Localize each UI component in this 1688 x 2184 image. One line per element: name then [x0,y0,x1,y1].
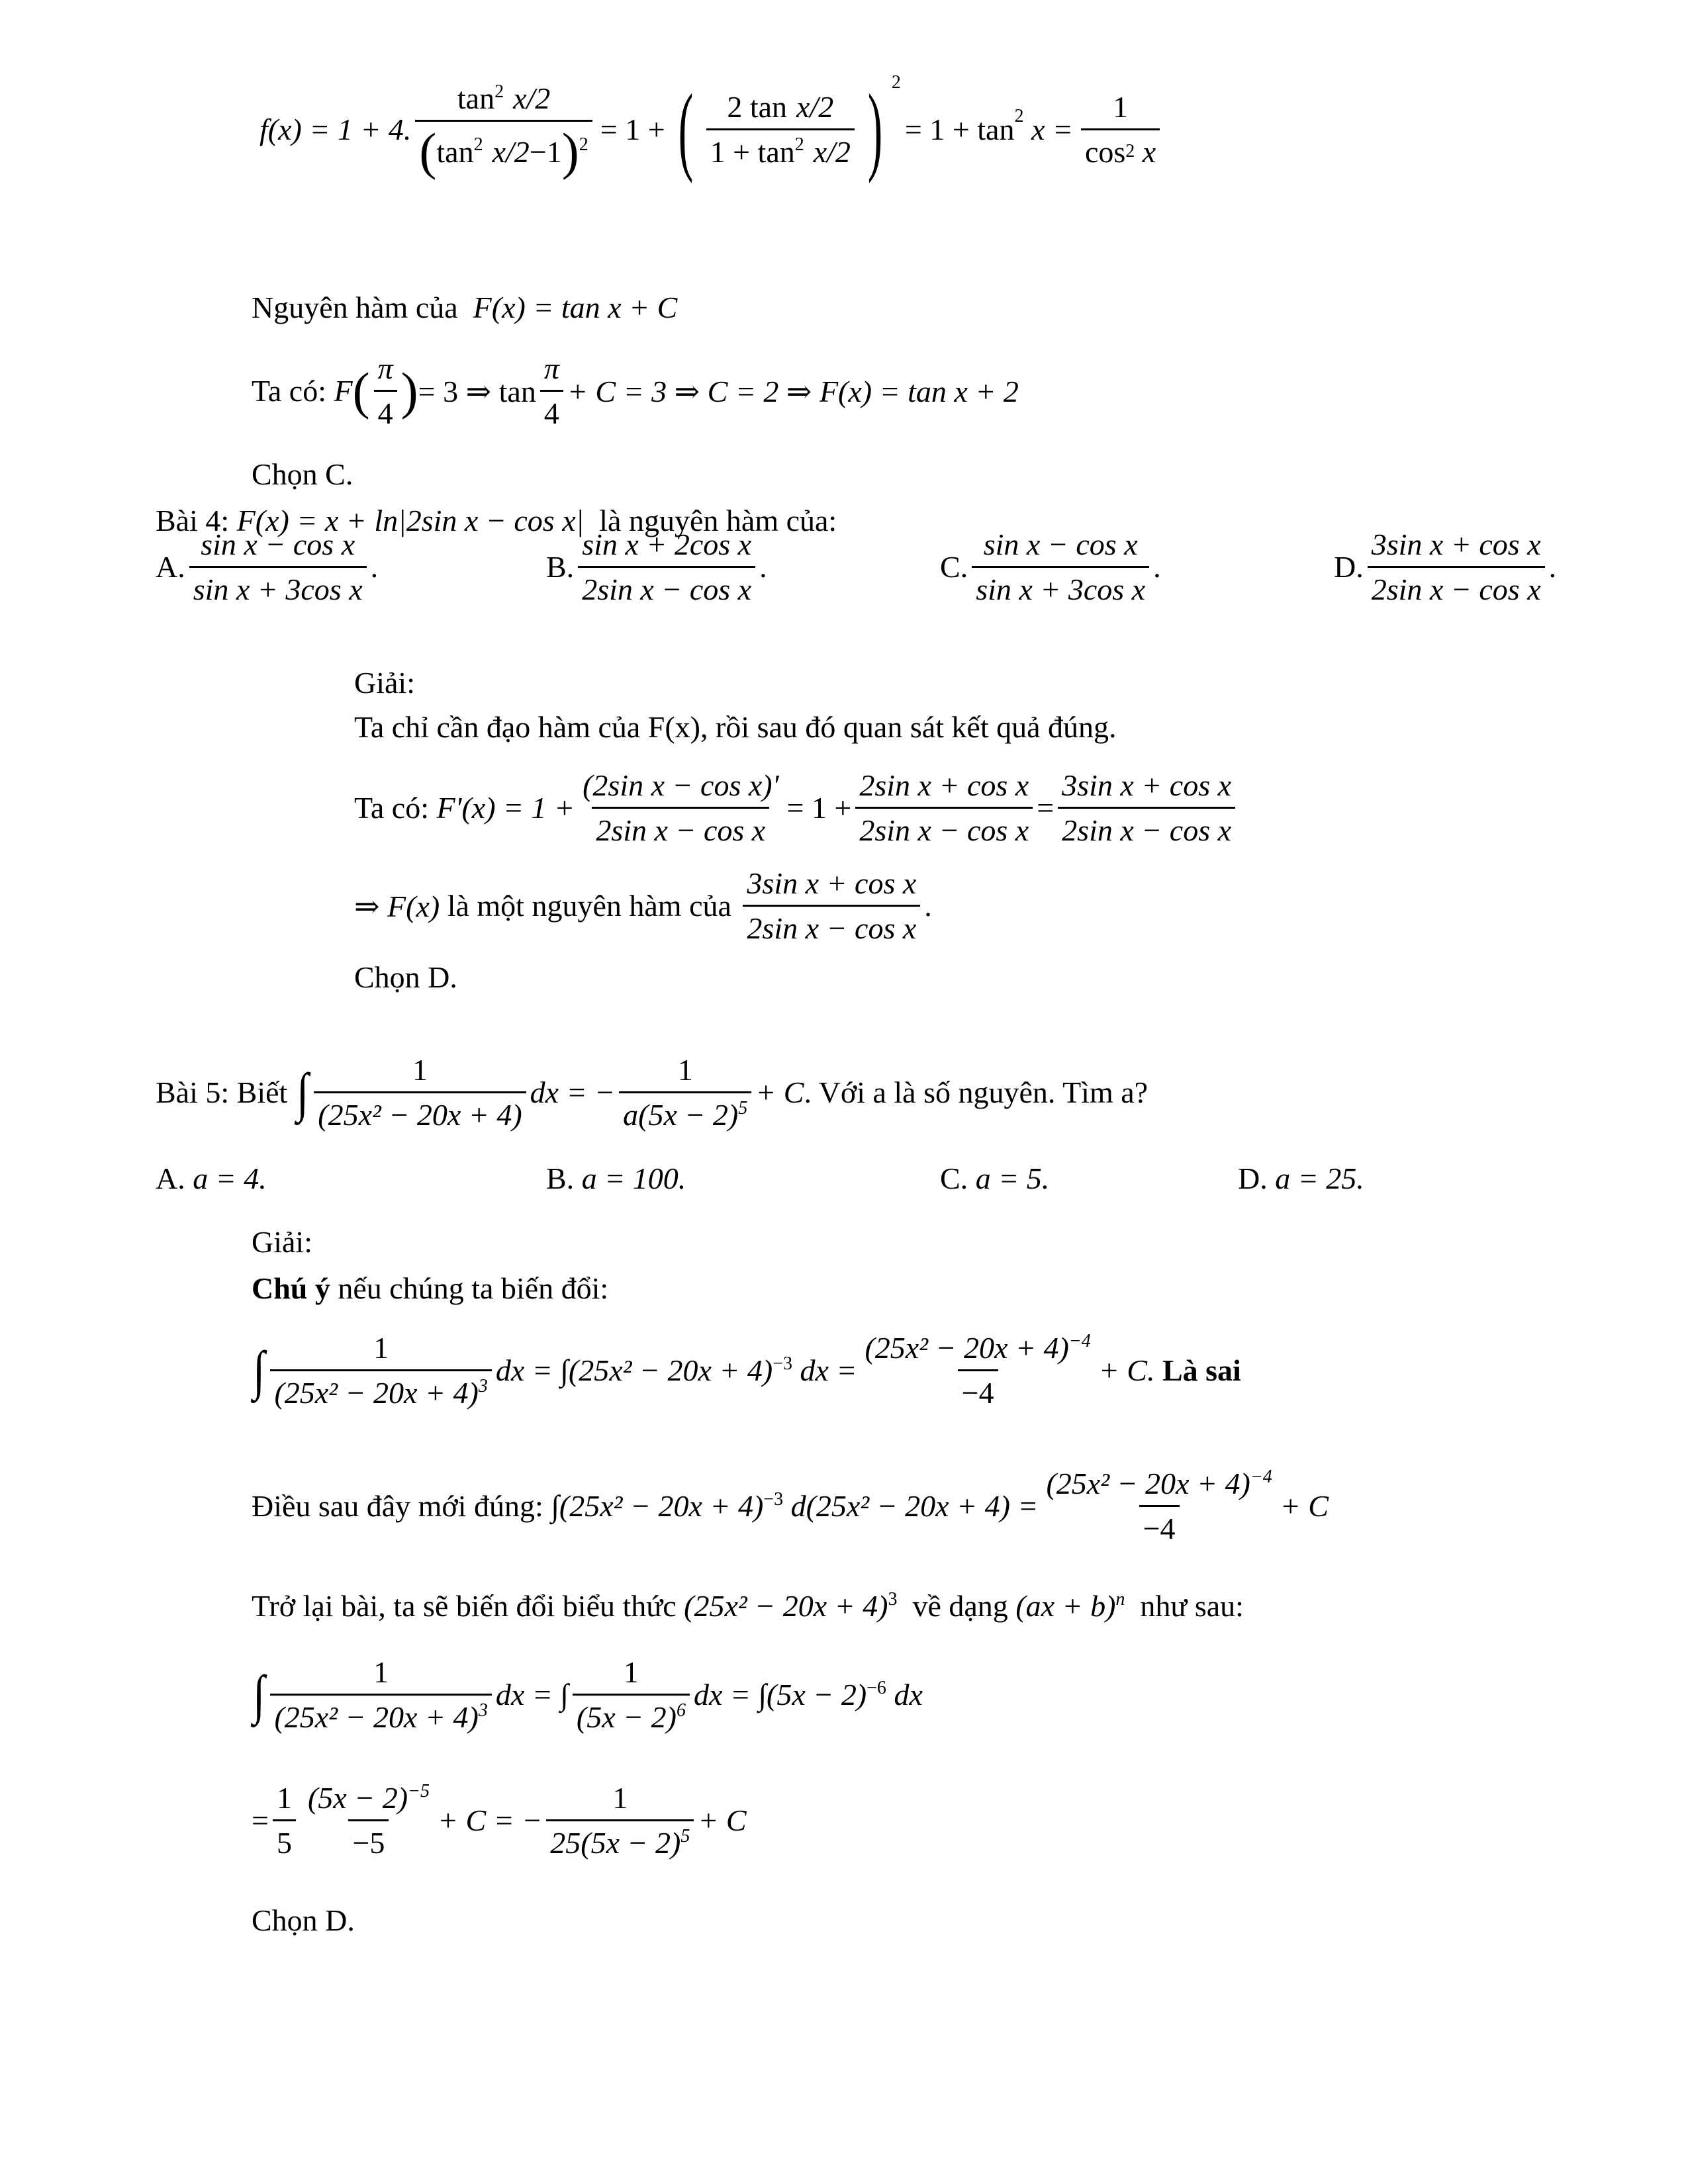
bai5-wrong-eq: ∫ 1 (25x² − 20x + 4) $^3$ dx = ∫(25x² − 20x + 4) $^{-3}$ dx = (25x² − 20x + 4) $^{-4}$ −4 + C. Là sai [253,1330,1241,1410]
bai4-chon: Chọn D. [354,960,457,994]
fx-frac3: 1 cos 2 x [1081,89,1160,169]
bai4-giai: Giải: [354,666,415,700]
fx-frac1: tan $^2$ x/2 ( tan $^2$ x/2 −1 ) $^2$ [415,81,592,177]
bai4-statement: Bài 4: F(x) = x + ln|2sin x − cos x| là nguyên hàm của: [156,504,837,537]
bai4-option-b[interactable]: B. $\frac{\text{sin x + 2cos x}}{\text{2sin x − cos x}}$ . [546,527,767,606]
fx-rest: = $1 + \tan^2 x$ = [904,106,1073,146]
bai4-option-a[interactable]: A. $\frac{\text{sin x − cos x}}{\text{sin x + 3cos x}}$ . [156,527,379,606]
bai5-step1: ∫ 1 (25x² − 20x + 4) $^3$ dx = ∫ 1 (5x − 2) $^6$ dx = ∫(5x − 2) $^{-6}$ dx [253,1655,923,1734]
fx-lhs: f(x) = 1 + 4. [259,112,412,146]
fx-eq1: = 1 + [600,112,665,146]
bai5-chu-y: Chú ý nếu chúng ta biến đổi: [252,1271,609,1305]
bai4-derivative: Ta có: F'(x) = 1 + $\frac{\text{(2sin x − cos x)'}}{\text{2sin x − cos x}}$ = 1 + $\frac{\text{2sin x + cos x}}{\text{2sin x − cos x}}$ = $\frac{\text{3sin x + cos x}}{\text{2sin x − cos x}}$ [354,768,1239,848]
bai4-line1: Ta chỉ cần đạo hàm của F(x), rồi sau đó quan sát kết quả đúng. [354,710,1117,744]
bai5-tro-lai: Trở lại bài, ta sẽ biến đổi biểu thức (25x² − 20x + 4) $^3$ về dạng (ax + b) $^n$ như sau: [252,1588,1244,1623]
bai5-option-a[interactable]: A. a = 4. [156,1161,267,1195]
bai4-option-c[interactable]: C. $\frac{\text{sin x − cos x}}{\text{sin x + 3cos x}}$ . [940,527,1161,606]
nguyen-ham-line: Nguyên hàm của F(x) = tan x + C [252,291,678,324]
bai5-chon: Chọn D. [252,1903,355,1937]
fx-equation: f(x) = 1 + 4. tan $^2$ x/2 ( tan $^2$ x/2 −1 ) $^2$ = 1 + ( 2 tan x/2 1 + tan $^2$ x/2 ) $^2$ = $1 + \tan^2 x$ = 1 cos 2 x [259,79,1164,179]
bai5-option-b[interactable]: B. a = 100. [546,1161,686,1195]
bai5-option-d[interactable]: D. a = 25. [1238,1161,1364,1195]
chon-c: Chọn C. [252,457,353,491]
bai4-option-d[interactable]: D. $\frac{\text{3sin x + cos x}}{\text{2sin x − cos x}}$ . [1334,527,1557,606]
bai5-option-c[interactable]: C. a = 5. [940,1161,1050,1195]
bai5-giai: Giải: [252,1225,312,1259]
bai5-right-eq: Điều sau đây mới đúng: ∫(25x² − 20x + 4) $^{-3}$ d(25x² − 20x + 4) = (25x² − 20x + 4) $^{-4}$ −4 + C [252,1466,1329,1545]
ta-co-line-1: Ta có: F ( $\frac{\pi}{4}$ ) = 3 ⇒ tan $\frac{\pi}{4}$ + C = 3 ⇒ C = 2 ⇒ F(x) = tan x + 2 [252,351,1019,430]
bai5-statement: Bài 5: Biết ∫ $\frac{1}{\text{(25x² − 20x + 4)}}$ dx = − 1 a(5x − 2) $^5$ + C . Với a là số nguyên. Tìm a? [156,1053,1149,1132]
bai4-conclusion: ⇒ F(x) là một nguyên hàm của $\frac{\text{3sin x + cos x}}{\text{2sin x − cos x}}$ . [354,866,932,945]
fx-frac2: 2 tan x/2 1 + tan $^2$ x/2 [706,89,855,169]
bai5-step2: = $\frac{1}{5}$ (5x − 2) $^{-5}$ −5 + C = − 1 25(5x − 2) $^5$ + C [252,1780,747,1860]
